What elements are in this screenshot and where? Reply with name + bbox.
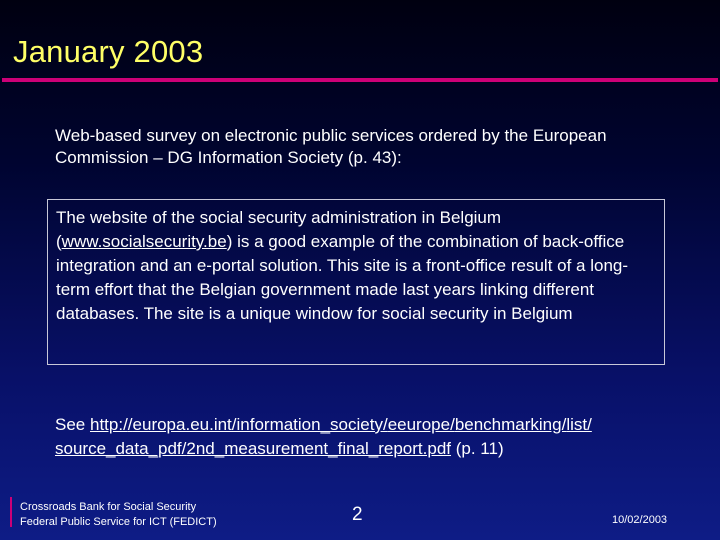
footer-organization (20, 500, 217, 530)
source-reference (55, 413, 695, 461)
quote-box (47, 199, 665, 365)
intro-text: Web-based survey on electronic public services ordered by the European Commission – DG Information Society (p. 43): (55, 126, 607, 167)
footer-accent-bar (10, 497, 12, 527)
footer-org-line-1: Crossroads Bank for Social Security (20, 501, 197, 513)
page-reference: (p. 11) (451, 439, 504, 458)
title-divider (2, 78, 718, 82)
footer-date: 10/02/2003 (612, 514, 668, 526)
socialsecurity-link[interactable]: www.socialsecurity.be (61, 232, 227, 251)
quote-text-start: The website of the social security administration in Belgium ( (56, 208, 502, 251)
page-number: 2 (352, 504, 363, 525)
footer-org-line-2: Federal Public Service for ICT (FEDICT) (20, 516, 217, 528)
report-link[interactable]: http://europa.eu.int/information_society/eeurope/benchmarking/list/source_data_pdf/2nd_measurement_final_report.pdf (55, 415, 592, 458)
quote-text-end: ) is a good example of the combination of back-office integration and an e-portal solution. This site is a front-office result of a long-term effort that the Belgian government made last years linking different databases. The site is a unique window for social security in Belgium (56, 232, 629, 323)
see-prefix: See (55, 415, 90, 434)
slide-title: January 2003 (13, 34, 204, 69)
